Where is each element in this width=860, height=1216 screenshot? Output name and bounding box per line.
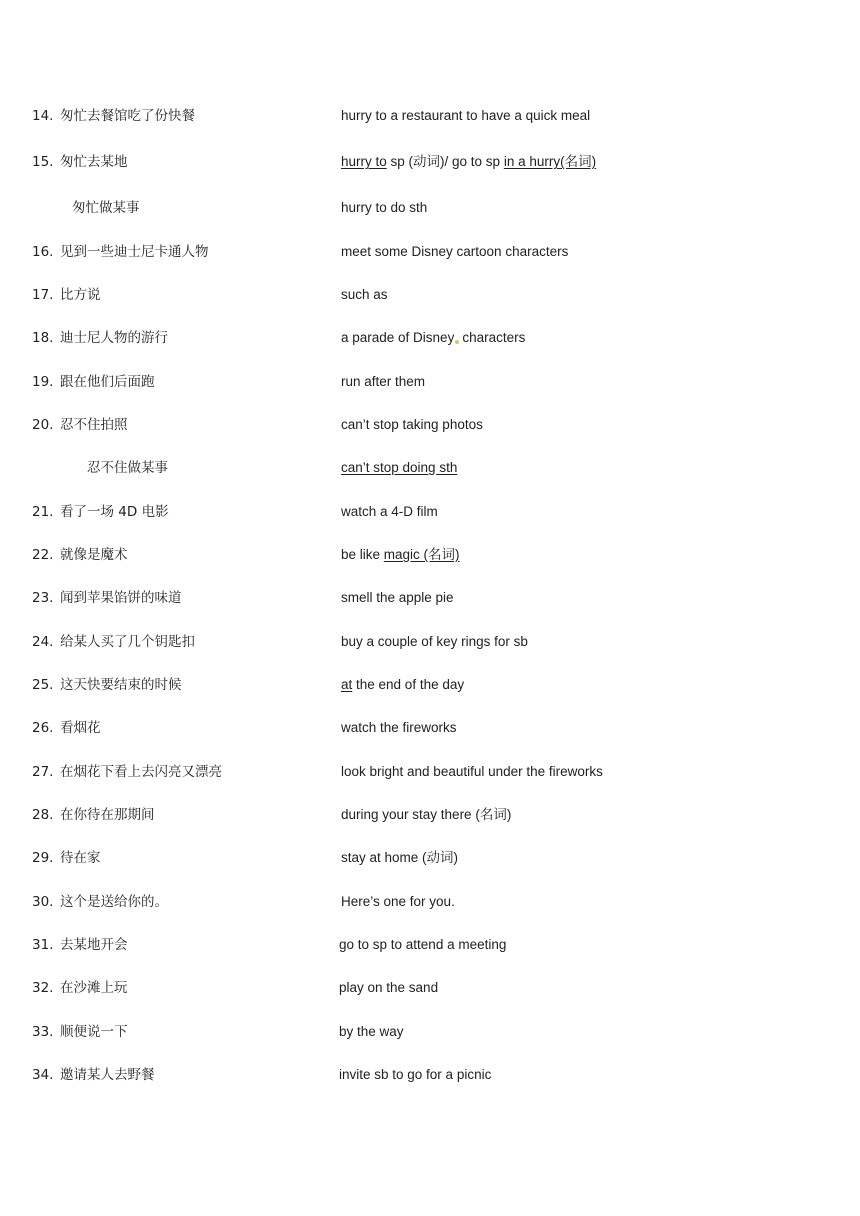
phrase-row [0,284,860,306]
english-phrase: run after them [341,374,426,389]
chinese-phrase: 17. 比方说 [32,287,101,303]
comment-marker [455,340,459,344]
phrase-row [0,934,860,956]
chinese-phrase: 23. 闻到苹果馅饼的味道 [32,590,182,606]
underlined-text: in a hurry(名词) [503,154,597,169]
english-phrase: play on the sand [339,980,439,995]
english-phrase: can’t stop taking photos [341,417,483,432]
english-phrase: watch the fireworks [341,720,457,735]
phrase-row [0,457,860,479]
phrase-row [0,761,860,783]
english-phrase: look bright and beautiful under the fireworks [341,764,603,779]
english-phrase: at the end of the day [341,677,465,692]
chinese-phrase: 忍不住做某事 [87,460,168,476]
chinese-phrase: 26. 看烟花 [32,720,101,736]
phrase-row [0,241,860,263]
phrase-row [0,804,860,826]
chinese-phrase: 24. 给某人买了几个钥匙扣 [32,634,195,650]
english-phrase: hurry to a restaurant to have a quick meal [341,108,591,123]
chinese-phrase: 18. 迪士尼人物的游行 [32,330,168,346]
english-phrase: by the way [339,1024,404,1039]
phrase-row [0,717,860,739]
english-phrase: can’t stop doing sth [341,460,458,475]
phrase-row [0,544,860,566]
phrase-row [0,197,860,219]
english-phrase: watch a 4-D film [341,504,438,519]
english-phrase: such as [341,287,388,302]
english-phrase: buy a couple of key rings for sb [341,634,528,649]
phrase-row [0,414,860,436]
chinese-phrase: 14. 匆忙去餐馆吃了份快餐 [32,108,195,124]
phrase-row [0,1021,860,1043]
chinese-phrase: 22. 就像是魔术 [32,547,128,563]
chinese-phrase: 19. 跟在他们后面跑 [32,374,155,390]
chinese-phrase: 16. 见到一些迪士尼卡通人物 [32,244,209,260]
underlined-text: hurry to [341,154,387,169]
chinese-phrase: 33. 顺便说一下 [32,1024,128,1040]
english-phrase: invite sb to go for a picnic [339,1067,492,1082]
phrase-row [0,371,860,393]
phrase-row [0,587,860,609]
phrase-row [0,631,860,653]
chinese-phrase: 20. 忍不住拍照 [32,417,128,433]
chinese-phrase: 15. 匆忙去某地 [32,154,128,170]
chinese-phrase: 28. 在你待在那期间 [32,807,155,823]
chinese-phrase: 32. 在沙滩上玩 [32,980,128,996]
english-phrase: go to sp to attend a meeting [339,937,507,952]
phrase-row [0,327,860,349]
english-phrase: hurry to do sth [341,200,428,215]
chinese-phrase: 29. 待在家 [32,850,101,866]
phrase-row [0,674,860,696]
chinese-phrase: 27. 在烟花下看上去闪亮又漂亮 [32,764,222,780]
underlined-text: at [341,677,353,692]
chinese-phrase: 34. 邀请某人去野餐 [32,1067,155,1083]
chinese-phrase: 31. 去某地开会 [32,937,128,953]
phrase-row [0,847,860,869]
english-phrase: meet some Disney cartoon characters [341,244,569,259]
phrase-row [0,1064,860,1086]
chinese-phrase: 30. 这个是送给你的。 [32,894,168,910]
english-phrase: be like magic (名词) [341,547,460,562]
phrase-row [0,151,860,173]
chinese-phrase: 21. 看了一场 4D 电影 [32,504,169,520]
english-phrase: a parade of Disney characters [341,330,526,345]
chinese-phrase: 25. 这天快要结束的时候 [32,677,182,693]
phrase-row [0,105,860,127]
phrase-row [0,891,860,913]
chinese-phrase: 匆忙做某事 [72,200,140,216]
phrase-row [0,501,860,523]
phrase-row [0,977,860,999]
underlined-text: magic (名词) [383,547,460,562]
english-phrase: smell the apple pie [341,590,454,605]
english-phrase: Here’s one for you. [341,894,455,909]
english-phrase: hurry to sp (动词)/ go to sp in a hurry(名词) [341,154,597,169]
english-phrase: stay at home (动词) [341,850,459,865]
english-phrase: during your stay there (名词) [341,807,512,822]
